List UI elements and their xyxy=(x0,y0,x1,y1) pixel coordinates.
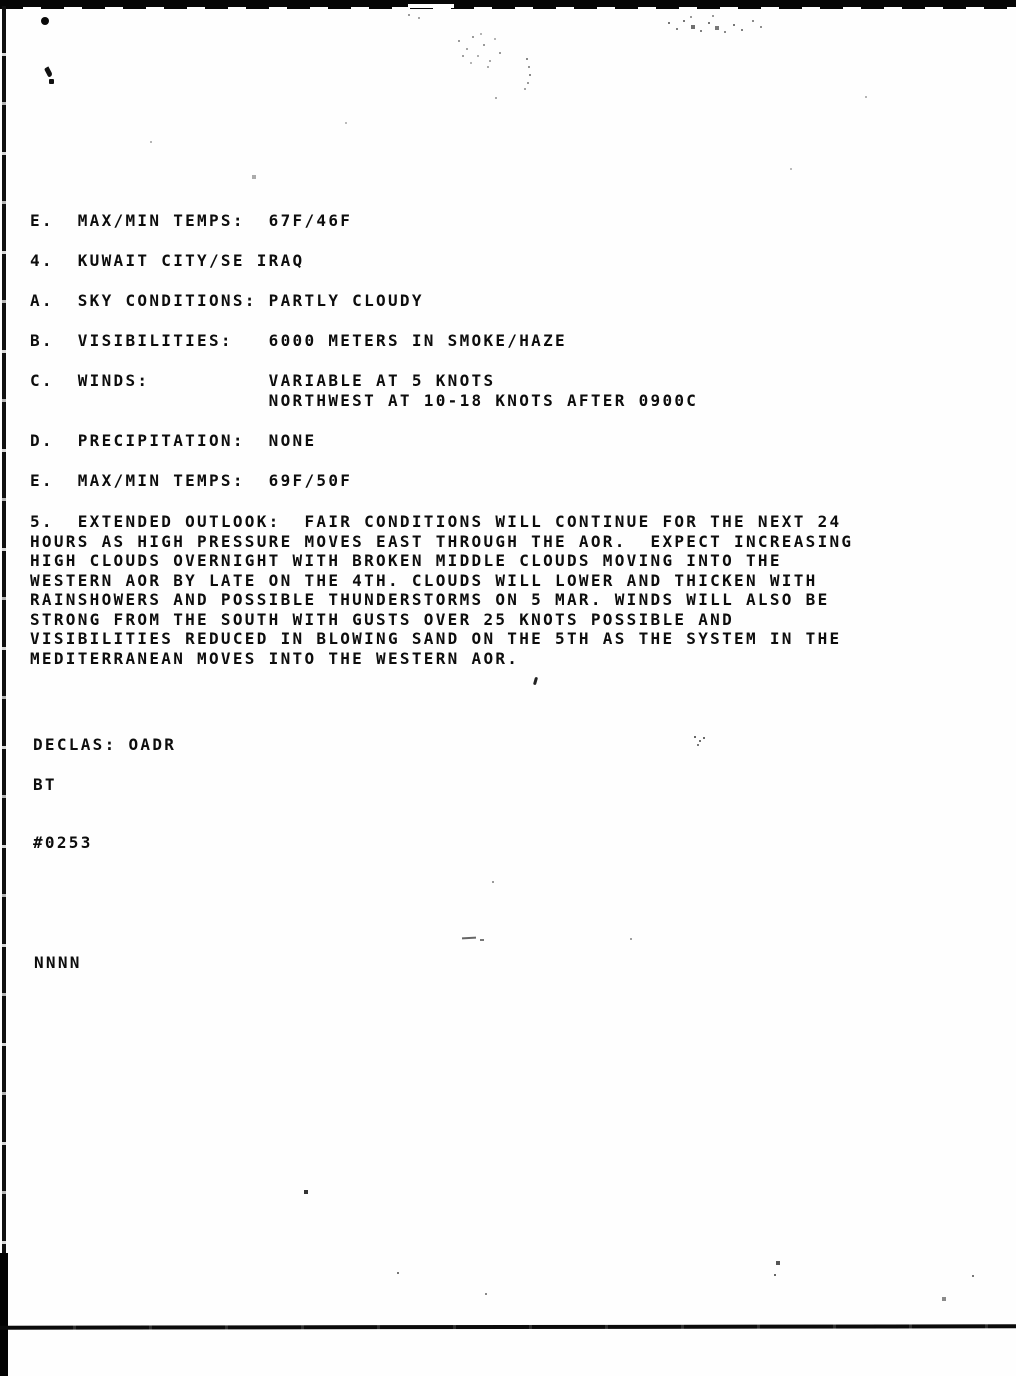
pencil-dash-artifact xyxy=(462,937,476,940)
bt-line: BT xyxy=(33,775,57,794)
serial-line: #0253 xyxy=(33,833,93,852)
ink-mark-artifact xyxy=(44,66,53,77)
text-line: D. PRECIPITATION: NONE xyxy=(30,431,317,450)
declas-line: DECLAS: OADR xyxy=(33,735,177,754)
text-line: VISIBILITIES REDUCED IN BLOWING SAND ON THE 5TH AS THE SYSTEM IN THE xyxy=(30,629,842,648)
pencil-dash-artifact xyxy=(480,939,484,941)
text-line: HIGH CLOUDS OVERNIGHT WITH BROKEN MIDDLE CLOUDS MOVING INTO THE xyxy=(30,551,782,570)
message-trailer-block xyxy=(33,737,93,891)
ink-dot-artifact xyxy=(41,17,49,25)
text-line xyxy=(30,311,698,331)
eom-line: NNNN xyxy=(34,953,82,972)
text-line: WESTERN AOR BY LATE ON THE 4TH. CLOUDS WILL LOWER AND THICKEN WITH xyxy=(30,570,818,590)
text-line xyxy=(30,231,698,251)
scan-edge-top-ragged xyxy=(0,7,1016,9)
text-line: C. WINDS: VARIABLE AT 5 KNOTS xyxy=(30,371,496,390)
text-line: HOURS AS HIGH PRESSURE MOVES EAST THROUGH THE AOR. EXPECT INCREASING xyxy=(30,531,854,551)
scan-edge-bottom xyxy=(0,1324,1016,1329)
text-line: E. MAX/MIN TEMPS: 69F/50F xyxy=(30,471,353,490)
text-line: RAINSHOWERS AND POSSIBLE THUNDERSTORMS ON 5 MAR. WINDS WILL ALSO BE xyxy=(30,590,830,609)
text-line: NORTHWEST AT 10-18 KNOTS AFTER 0900C xyxy=(30,391,699,410)
text-line xyxy=(30,271,698,291)
text-line: STRONG FROM THE SOUTH WITH GUSTS OVER 25 KNOTS POSSIBLE AND xyxy=(30,609,735,629)
text-line: 5. EXTENDED OUTLOOK: FAIR CONDITIONS WILL CONTINUE FOR THE NEXT 24 xyxy=(30,512,842,531)
text-line: E. MAX/MIN TEMPS: 67F/46F xyxy=(30,211,353,230)
end-of-message-block xyxy=(34,915,82,1011)
scan-edge-left-bottom xyxy=(0,1253,8,1376)
scan-noise-speckles xyxy=(0,0,2,2)
scan-edge-top xyxy=(0,0,1016,7)
text-line: B. VISIBILITIES: 6000 METERS IN SMOKE/HAZE xyxy=(30,331,567,350)
text-line: A. SKY CONDITIONS: PARTLY CLOUDY xyxy=(30,291,424,310)
ink-mark-dot-artifact xyxy=(49,79,54,84)
text-line xyxy=(30,411,698,431)
ink-tick-artifact xyxy=(533,677,538,686)
text-line: MEDITERRANEAN MOVES INTO THE WESTERN AOR. xyxy=(30,648,520,668)
extended-outlook-block xyxy=(30,512,853,668)
weather-items-block xyxy=(30,211,698,491)
text-line xyxy=(30,351,698,371)
text-line: 4. KUWAIT CITY/SE IRAQ xyxy=(30,251,305,270)
text-line xyxy=(30,451,698,471)
scan-edge-left xyxy=(2,6,6,1376)
scan-edge-top-notch xyxy=(408,4,454,8)
